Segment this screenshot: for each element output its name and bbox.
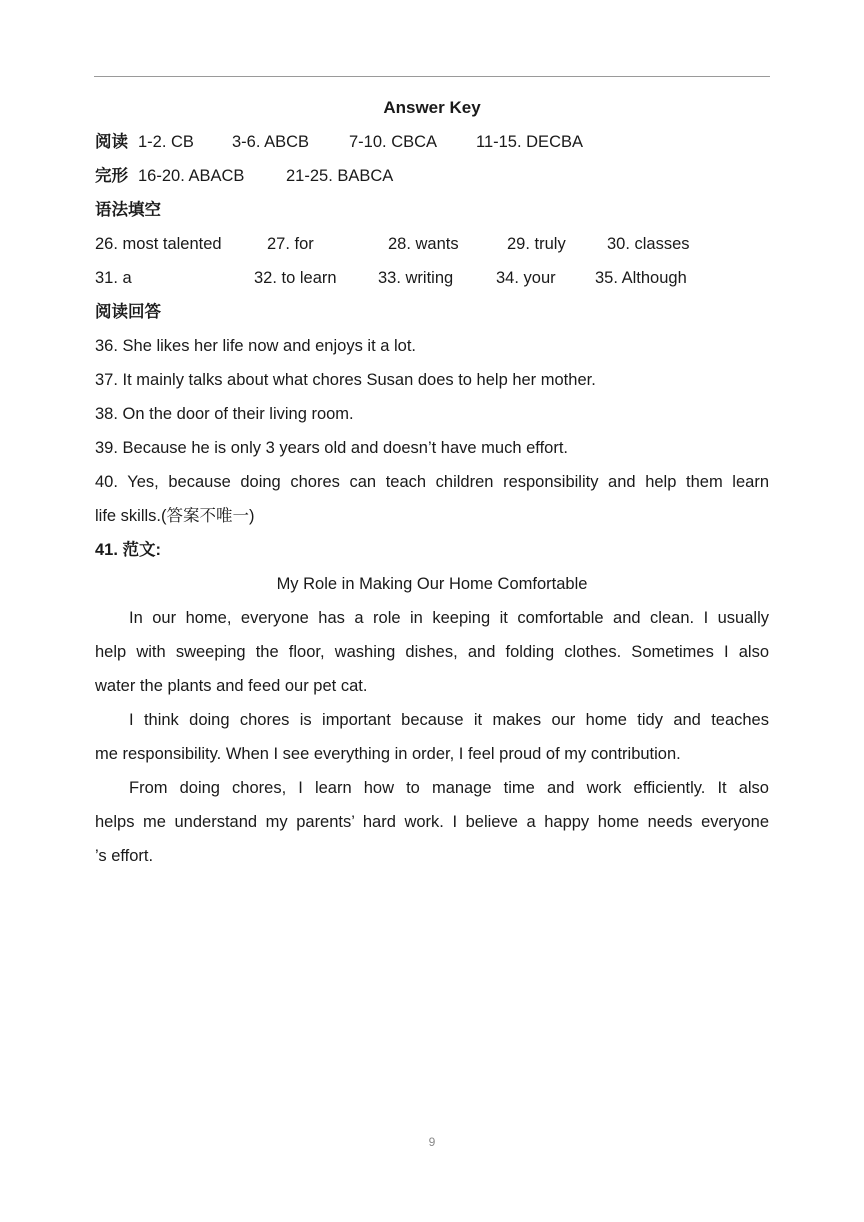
answer-36: 36. She likes her life now and enjoys it a lot. <box>95 337 417 355</box>
grammar-label: 语法填空 <box>95 201 161 219</box>
reading-label: 阅读 <box>95 133 128 151</box>
grammar-answer: 27. for <box>267 235 314 253</box>
cloze-answer: 21-25. BABCA <box>286 167 394 185</box>
reading-answer: 7-10. CBCA <box>349 133 438 151</box>
essay-title: My Role in Making Our Home Comfortable <box>276 575 588 593</box>
essay-paragraph-1-line: In our home, everyone has a role in keeping it comfortable and clean. I usually <box>129 609 769 627</box>
grammar-answer: 34. your <box>496 269 556 287</box>
grammar-answer: 33. writing <box>378 269 454 287</box>
essay-paragraph-3-line: ’s effort. <box>95 847 154 865</box>
grammar-answer: 30. classes <box>607 235 690 253</box>
cloze-answer: 16-20. ABACB <box>138 167 245 185</box>
qa-label: 阅读回答 <box>95 303 161 321</box>
answer-key-page <box>95 94 769 876</box>
essay-paragraph-1-line: water the plants and feed our pet cat. <box>95 677 368 695</box>
cloze-answers <box>95 162 769 196</box>
reading-answer: 1-2. CB <box>138 133 194 151</box>
essay-paragraph-2-line: me responsibility. When I see everything in order, I feel proud of my contribution. <box>95 745 681 763</box>
header-rule <box>94 76 770 77</box>
answer-40-line-2: life skills.(答案不唯一) <box>95 507 255 525</box>
answer-37: 37. It mainly talks about what chores Susan does to help her mother. <box>95 371 596 389</box>
page-number: 9 <box>428 1135 436 1149</box>
essay-label: 41. 范文: <box>95 541 162 559</box>
grammar-answer: 32. to learn <box>254 269 337 287</box>
grammar-answer: 28. wants <box>388 235 459 253</box>
reading-answer: 3-6. ABCB <box>232 133 310 151</box>
answer-38: 38. On the door of their living room. <box>95 405 354 423</box>
grammar-answer: 29. truly <box>507 235 566 253</box>
grammar-answer: 26. most talented <box>95 235 222 253</box>
grammar-answer: 31. a <box>95 269 132 287</box>
answer-40-line-1: 40. Yes, because doing chores can teach children responsibility and help them learn <box>95 473 769 491</box>
grammar-answers-row-1 <box>95 230 769 264</box>
grammar-answer: 35. Although <box>595 269 687 287</box>
answer-39: 39. Because he is only 3 years old and doesn’t have much effort. <box>95 439 568 457</box>
grammar-answers-row-2 <box>95 264 769 298</box>
cloze-label: 完形 <box>95 167 128 185</box>
reading-answers <box>95 128 769 162</box>
essay-paragraph-3-line: helps me understand my parents’ hard work. I believe a happy home needs everyone <box>95 813 769 831</box>
page-title: Answer Key <box>383 98 481 117</box>
essay-paragraph-3-line: From doing chores, I learn how to manage time and work efficiently. It also <box>129 779 769 797</box>
essay-paragraph-2-line: I think doing chores is important because it makes our home tidy and teaches <box>129 711 769 729</box>
reading-answer: 11-15. DECBA <box>476 133 583 151</box>
essay-paragraph-1-line: help with sweeping the floor, washing dishes, and folding clothes. Sometimes I also <box>95 643 769 661</box>
